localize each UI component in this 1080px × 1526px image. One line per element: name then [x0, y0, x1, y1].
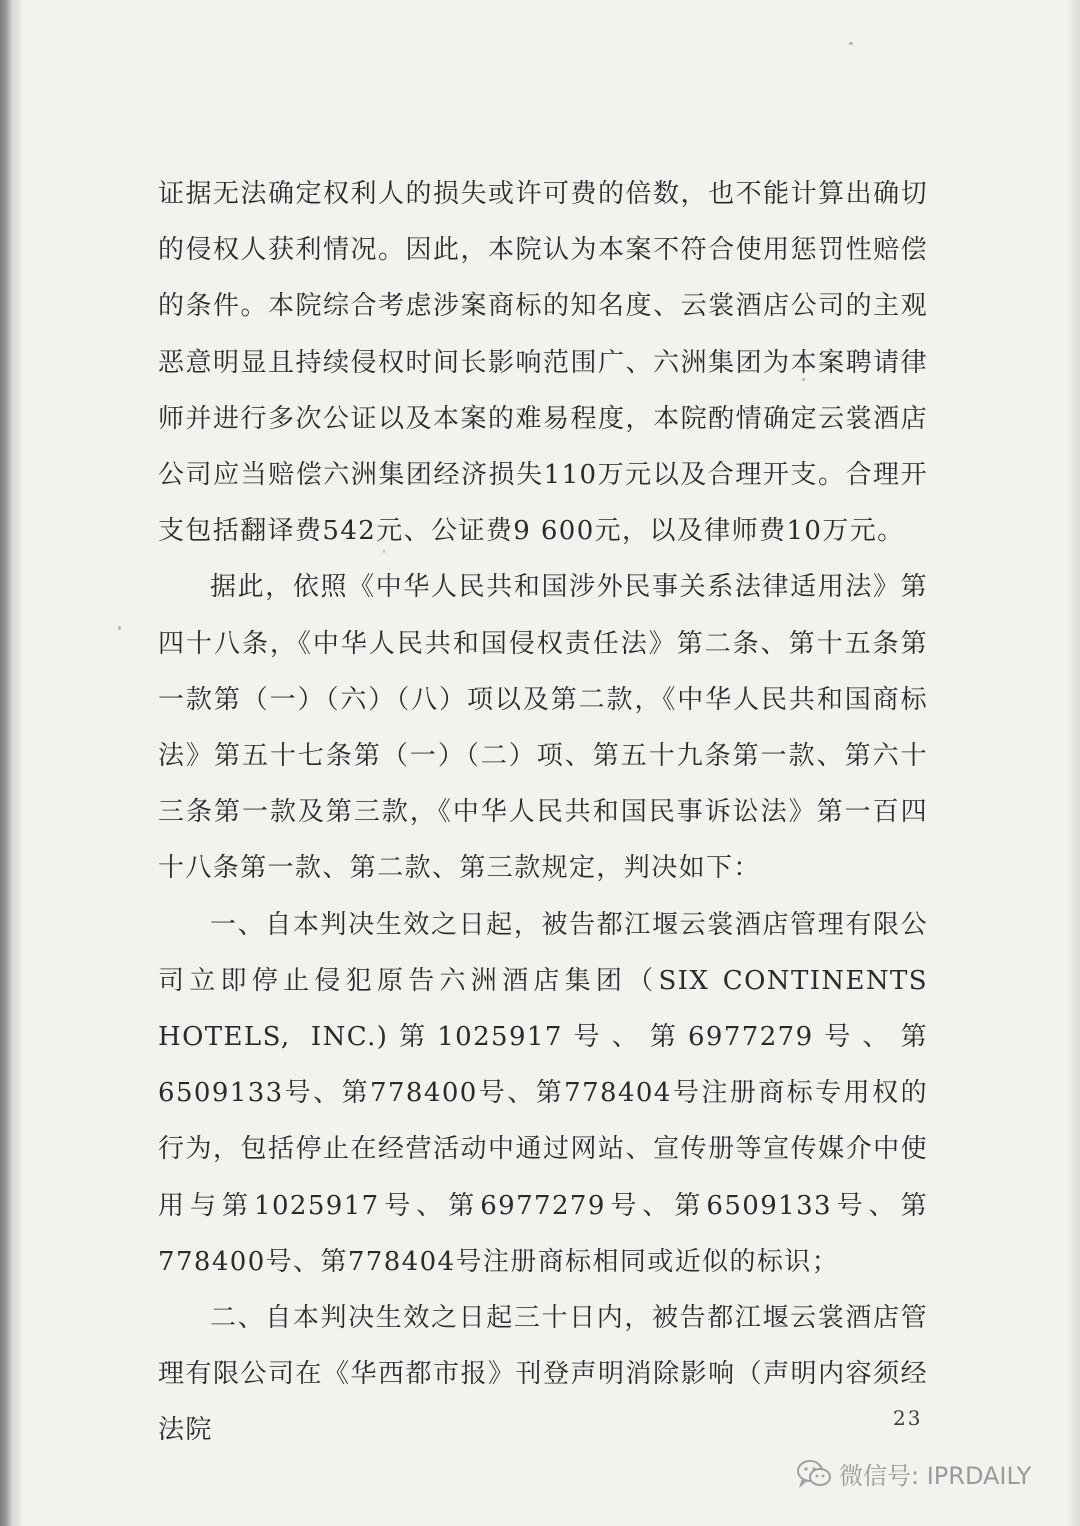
paragraph-judgment-item-two: 二、自本判决生效之日起三十日内，被告都江堰云裳酒店管理有限公司在《华西都市报》刊登声明消除影响（声明内容须经法院: [158, 1303, 928, 1446]
wechat-watermark: [795, 1456, 1031, 1491]
wechat-icon: [795, 1458, 833, 1490]
judgment-text: [158, 166, 928, 1459]
scanned-page-right-shadow: [1066, 0, 1080, 1526]
scan-speck: [118, 626, 121, 630]
page-number: 23: [893, 1406, 923, 1430]
watermark-text: 微信号: IPRDAILY: [839, 1462, 1032, 1490]
paragraph-legal-basis: 据此，依照《中华人民共和国涉外民事关系法律适用法》第四十八条，《中华人民共和国侵权责任法》第二条、第十五条第一款第（一）（六）（八）项以及第二款，《中华人民共和国商标法》第五十七条第（一）（二）项、第五十九条第一款、第六十三条第一款及第三款，《中华人民共和国民事诉讼法》第一百四十八条第一款、第二款、第三款规定，判决如下：: [158, 572, 928, 884]
scan-speck: [849, 42, 853, 45]
scanned-page-binding-edge: [0, 0, 22, 1526]
paragraph-damages-reasoning: 证据无法确定权利人的损失或许可费的倍数，也不能计算出确切的侵权人获利情况。因此，本院认为本案不符合使用惩罚性赔偿的条件。本院综合考虑涉案商标的知名度、云裳酒店公司的主观恶意明显且持续侵权时间长影响范围广、六洲集团为本案聘请律师并进行多次公证以及本案的难易程度，本院酌情确定云裳酒店公司应当赔偿六洲集团经济损失110万元以及合理开支。合理开支包括翻译费542元、公证费9 600元，以及律师费10万元。: [158, 179, 928, 547]
paragraph-judgment-item-one: 一、自本判决生效之日起，被告都江堰云裳酒店管理有限公司立即停止侵犯原告六洲酒店集团（SIX CONTINENTS HOTELS, INC.)第1025917号、第6977279号、第6509133号、第778400号、第778404号注册商标专用权的行为，包括停止在经营活动中通过网站、宣传册等宣传媒介中使用与第1025917号、第6977279号、第6509133号、第778400号、第778404号注册商标相同或近似的标识；: [158, 909, 928, 1277]
